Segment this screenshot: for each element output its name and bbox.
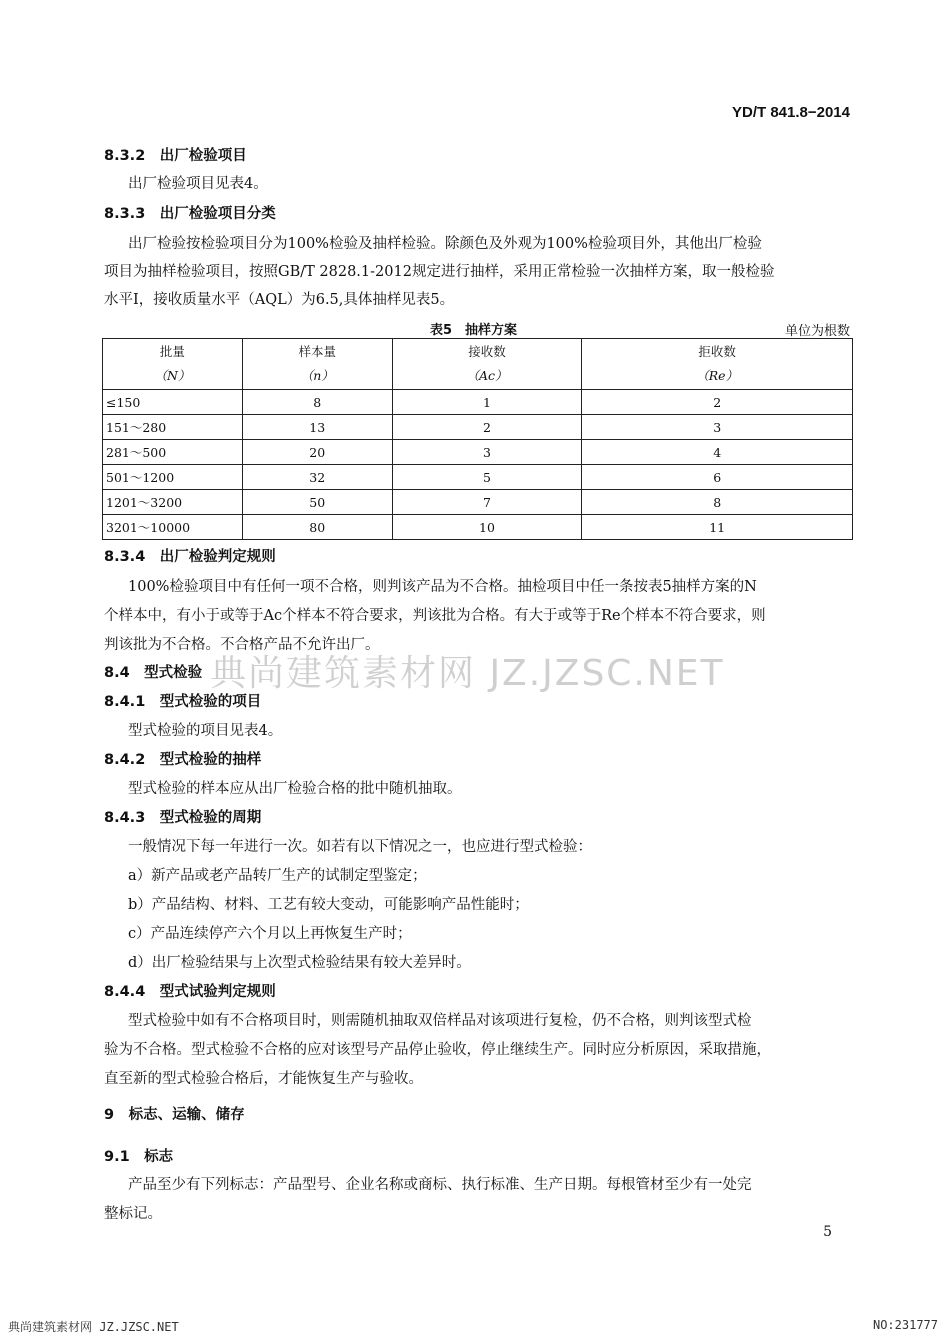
heading-8-4-3: 8.4.3 型式检验的周期 [104,810,262,826]
header-name: 批量 [159,344,185,359]
paragraph-8-4-4-line3: 直至新的型式检验合格后，才能恢复生产与验收。 [104,1071,423,1087]
table-cell: 3 [582,415,853,440]
paragraph-8-3-3-line1: 出厂检验按检验项目分为100%检验及抽样检验。除颜色及外观为100%检验项目外，其他出厂检验 [128,236,762,252]
table-cell: 50 [242,490,392,515]
paragraph-8-3-3-line3: 水平Ⅰ，接收质量水平（AQL）为6.5,具体抽样见表5。 [104,292,455,308]
header-symbol: （n） [300,368,334,383]
heading-8-4: 8.4 型式检验 [104,665,203,681]
paragraph-8-3-4-line2: 个样本中，有小于或等于Ac个样本不符合要求，判该批为合格。有大于或等于Re个样本不符合要求，则 [104,608,766,624]
table-caption: 表5 抽样方案 [430,323,518,338]
paragraph-8-3-2: 出厂检验项目见表4。 [128,176,268,192]
list-item-c: c）产品连续停产六个月以上再恢复生产时； [128,926,412,942]
table-cell: 3201～10000 [103,515,243,540]
table-unit: 单位为根数 [784,324,850,339]
paragraph-9-1-line1: 产品至少有下列标志：产品型号、企业名称或商标、执行标准、生产日期。每根管材至少有一处完 [128,1177,752,1193]
paragraph-8-4-1: 型式检验的项目见表4。 [128,723,283,739]
heading-8-3-2: 8.3.2 出厂检验项目 [104,148,247,164]
paragraph-8-4-4-line2: 验为不合格。型式检验不合格的应对该型号产品停止验收，停止继续生产。同时应分析原因，采取措施， [104,1042,771,1058]
table-cell: 151～280 [103,415,243,440]
watermark: 典尚建筑素材网 JZ.JZSC.NET [210,653,725,694]
standard-number: YD/T 841.8−2014 [731,104,850,121]
table-cell: 80 [242,515,392,540]
header-symbol: （Ac） [466,368,508,383]
table-cell: 20 [242,440,392,465]
heading-8-3-3: 8.3.3 出厂检验项目分类 [104,206,276,222]
list-item-d: d）出厂检验结果与上次型式检验结果有较大差异时。 [128,955,471,971]
table-cell: 8 [242,390,392,415]
list-item-a: a）新产品或老产品转厂生产的试制定型鉴定； [128,868,427,884]
page-number: 5 [823,1224,832,1240]
table-cell: 2 [392,415,582,440]
table-cell: 501～1200 [103,465,243,490]
heading-8-4-1: 8.4.1 型式检验的项目 [104,694,262,710]
header-name: 拒收数 [698,344,736,359]
table-cell: 2 [582,390,853,415]
table-cell: ≤150 [103,390,243,415]
sampling-table [102,338,853,540]
table-cell: 10 [392,515,582,540]
paragraph-8-4-4-line1: 型式检验中如有不合格项目时，则需随机抽取双倍样品对该项进行复检，仍不合格，则判该型式检 [128,1013,752,1029]
table-row [103,390,853,415]
table-row [103,440,853,465]
paragraph-8-3-4-line1: 100%检验项目中有任何一项不合格，则判该产品为不合格。抽检项目中任一条按表5抽样方案的N [128,579,757,595]
header-symbol: （N） [154,368,191,383]
paragraph-8-3-4-line3: 判该批为不合格。不合格产品不允许出厂。 [104,637,380,653]
header-cell [242,339,392,390]
table-row [103,465,853,490]
table-cell: 4 [582,440,853,465]
list-item-b: b）产品结构、材料、工艺有较大变动，可能影响产品性能时； [128,897,529,913]
table-cell: 8 [582,490,853,515]
table-cell: 281～500 [103,440,243,465]
table-cell: 1201～3200 [103,490,243,515]
table-cell: 7 [392,490,582,515]
table-cell: 32 [242,465,392,490]
footer-site: 典尚建筑素材网 JZ.JZSC.NET [8,1320,179,1334]
header-cell [582,339,853,390]
paragraph-8-4-3: 一般情况下每一年进行一次。如若有以下情况之一，也应进行型式检验： [128,839,592,855]
header-cell [392,339,582,390]
table-row [103,415,853,440]
paragraph-8-4-2: 型式检验的样本应从出厂检验合格的批中随机抽取。 [128,781,462,797]
table-row [103,515,853,540]
heading-9: 9 标志、运输、储存 [104,1107,245,1123]
heading-9-1: 9.1 标志 [104,1149,174,1165]
heading-8-3-4: 8.3.4 出厂检验判定规则 [104,549,276,565]
header-name: 接收数 [468,344,506,359]
heading-8-4-4: 8.4.4 型式试验判定规则 [104,984,276,1000]
paragraph-9-1-line2: 整标记。 [104,1206,162,1222]
table-row [103,490,853,515]
header-symbol: （Re） [696,368,739,383]
table-header-row [103,339,853,390]
header-cell [103,339,243,390]
table-cell: 1 [392,390,582,415]
table-cell: 11 [582,515,853,540]
table-cell: 5 [392,465,582,490]
footer-number: NO:231777 [872,1318,938,1332]
paragraph-8-3-3-line2: 项目为抽样检验项目，按照GB/T 2828.1-2012规定进行抽样，采用正常检验一次抽样方案，取一般检验 [104,264,775,280]
table-cell: 3 [392,440,582,465]
heading-8-4-2: 8.4.2 型式检验的抽样 [104,752,262,768]
table-cell: 13 [242,415,392,440]
table-cell: 6 [582,465,853,490]
header-name: 样本量 [298,344,336,359]
